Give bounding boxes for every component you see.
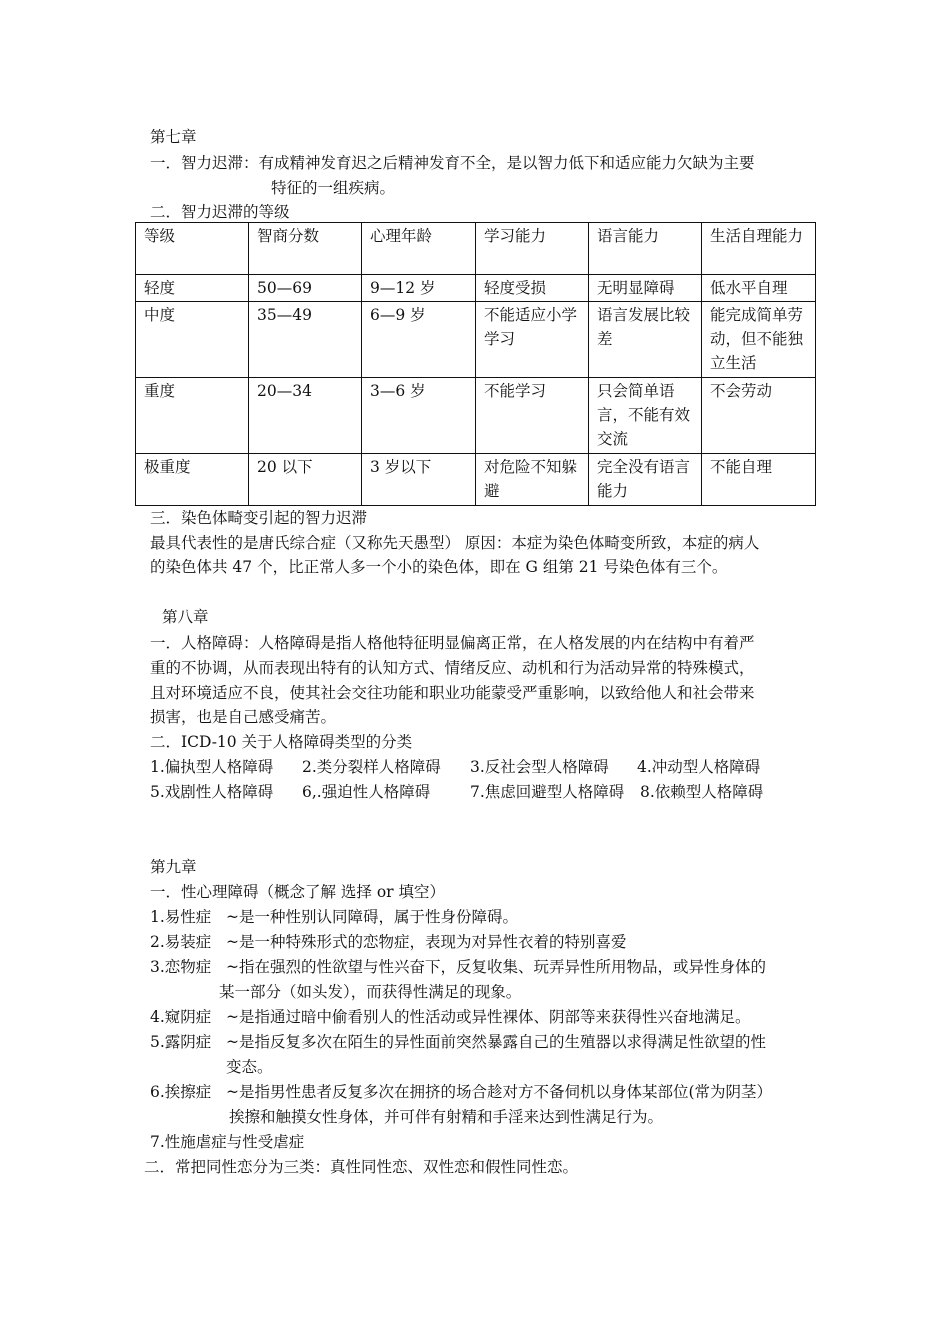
ch7-definition: 一．智力迟滞：有成精神发育迟之后精神发育不全，是以智力低下和适应能力欠缺为主要: [150, 154, 755, 172]
table-header-cell: 学习能力: [476, 223, 589, 275]
personality-disorder-type: 1.偏执型人格障碍: [150, 758, 274, 776]
table-row: [136, 275, 816, 302]
table-cell: 语言发展比较差: [589, 302, 702, 378]
ch7-chromosome-paragraph-line: 最具代表性的是唐氏综合症（又称先天愚型） 原因：本症为染色体畸变所致，本症的病人: [150, 534, 760, 552]
table-cell: 不能自理: [702, 454, 816, 506]
sexual-disorder-description-continued: 某一部分（如头发），而获得性满足的现象。: [219, 983, 522, 1001]
ch8-definition-line: 一．人格障碍：人格障碍是指人格他特征明显偏离正常，在人格发展的内在结构中有着严: [150, 634, 755, 652]
ch7-chromosome-title: 三．染色体畸变引起的智力迟滞: [150, 509, 368, 527]
table-row: [136, 302, 816, 378]
table-cell: 20 以下: [249, 454, 362, 506]
table-cell: 轻度: [136, 275, 249, 302]
ch8-icd-title: 二．ICD-10 关于人格障碍类型的分类: [150, 733, 413, 751]
personality-disorder-type: 8.依赖型人格障碍: [640, 783, 764, 801]
ch7-definition-continued: 特征的一组疾病。: [271, 179, 396, 197]
sexual-disorder-label: 6.挨擦症: [150, 1083, 212, 1101]
table-cell: 轻度受损: [476, 275, 589, 302]
table-cell: 3 岁以下: [362, 454, 476, 506]
sexual-disorder-description: ~是指男性患者反复多次在拥挤的场合趁对方不备伺机以身体某部位(常为阴茎）: [226, 1083, 773, 1101]
sexual-disorder-label: 2.易装症: [150, 933, 212, 951]
sexual-disorder-label: 1.易性症: [150, 908, 212, 926]
sexual-disorder-description: ~是指通过暗中偷看别人的性活动或异性裸体、阴部等来获得性兴奋地满足。: [226, 1008, 751, 1026]
ch8-definition-line: 损害，也是自己感受痛苦。: [150, 708, 337, 726]
table-cell: 3—6 岁: [362, 378, 476, 454]
sexual-disorder-description: ~是一种特殊形式的恋物症，表现为对异性衣着的特别喜爱: [226, 933, 627, 951]
sexual-disorder-label: 5.露阴症: [150, 1033, 212, 1051]
ch9-homosexuality-line: 二．常把同性恋分为三类：真性同性恋、双性恋和假性同性恋。: [144, 1158, 579, 1176]
personality-disorder-type: 4.冲动型人格障碍: [637, 758, 761, 776]
table-cell: 极重度: [136, 454, 249, 506]
sexual-disorder-description: ~是指反复多次在陌生的异性面前突然暴露自己的生殖器以求得满足性欲望的性: [226, 1033, 766, 1051]
table-cell: 不会劳动: [702, 378, 816, 454]
table-row: [136, 378, 816, 454]
intellectual-disability-grade-table: [135, 222, 816, 506]
table-cell: 不能学习: [476, 378, 589, 454]
sexual-disorder-description: ~指在强烈的性欲望与性兴奋下，反复收集、玩弄异性所用物品，或异性身体的: [226, 958, 766, 976]
sexual-disorder-description-continued: 挨擦和触摸女性身体，并可伴有射精和手淫来达到性满足行为。: [229, 1108, 664, 1126]
table-cell: 完全没有语言能力: [589, 454, 702, 506]
ch7-chromosome-paragraph-line: 的染色体共 47 个，比正常人多一个小的染色体，即在 G 组第 21 号染色体有三个。: [150, 558, 728, 576]
chapter-9-title: 第九章: [150, 858, 197, 876]
table-cell: 只会简单语言，不能有效交流: [589, 378, 702, 454]
table-header-row: [136, 223, 816, 275]
table-header-cell: 智商分数: [249, 223, 362, 275]
sexual-disorder-label: 3.恋物症: [150, 958, 212, 976]
table-header-cell: 语言能力: [589, 223, 702, 275]
table-cell: 50—69: [249, 275, 362, 302]
table-cell: 不能适应小学学习: [476, 302, 589, 378]
chapter-7-title: 第七章: [150, 128, 197, 146]
table-header-cell: 等级: [136, 223, 249, 275]
table-cell: 6—9 岁: [362, 302, 476, 378]
table-cell: 中度: [136, 302, 249, 378]
table-cell: 能完成简单劳动，但不能独立生活: [702, 302, 816, 378]
table-header-cell: 生活自理能力: [702, 223, 816, 275]
personality-disorder-type: 2.类分裂样人格障碍: [302, 758, 441, 776]
table-cell: 无明显障碍: [589, 275, 702, 302]
ch7-grades-title: 二．智力迟滞的等级: [150, 203, 290, 221]
table-cell: 35—49: [249, 302, 362, 378]
table-cell: 低水平自理: [702, 275, 816, 302]
table-cell: 重度: [136, 378, 249, 454]
table-cell: 对危险不知躲避: [476, 454, 589, 506]
table-cell: 9—12 岁: [362, 275, 476, 302]
chapter-8-title: 第八章: [162, 608, 209, 626]
personality-disorder-type: 3.反社会型人格障碍: [470, 758, 609, 776]
sexual-disorder-description: ~是一种性别认同障碍，属于性身份障碍。: [226, 908, 518, 926]
sexual-disorder-description-continued: 变态。: [226, 1058, 273, 1076]
sexual-disorder-label: 4.窥阴症: [150, 1008, 212, 1026]
personality-disorder-type: 5.戏剧性人格障碍: [150, 783, 274, 801]
sexual-disorder-label: 7.性施虐症与性受虐症: [150, 1133, 305, 1151]
ch8-definition-line: 重的不协调，从而表现出特有的认知方式、情绪反应、动机和行为活动异常的特殊模式，: [150, 659, 755, 677]
table-cell: 20—34: [249, 378, 362, 454]
table-row: [136, 454, 816, 506]
ch9-sexual-disorder-title: 一．性心理障碍（概念了解 选择 or 填空）: [150, 883, 446, 901]
table-header-cell: 心理年龄: [362, 223, 476, 275]
ch8-definition-line: 且对环境适应不良，使其社会交往功能和职业功能蒙受严重影响，以致给他人和社会带来: [150, 684, 755, 702]
personality-disorder-type: 7.焦虑回避型人格障碍: [470, 783, 625, 801]
personality-disorder-type: 6,.强迫性人格障碍: [302, 783, 431, 801]
